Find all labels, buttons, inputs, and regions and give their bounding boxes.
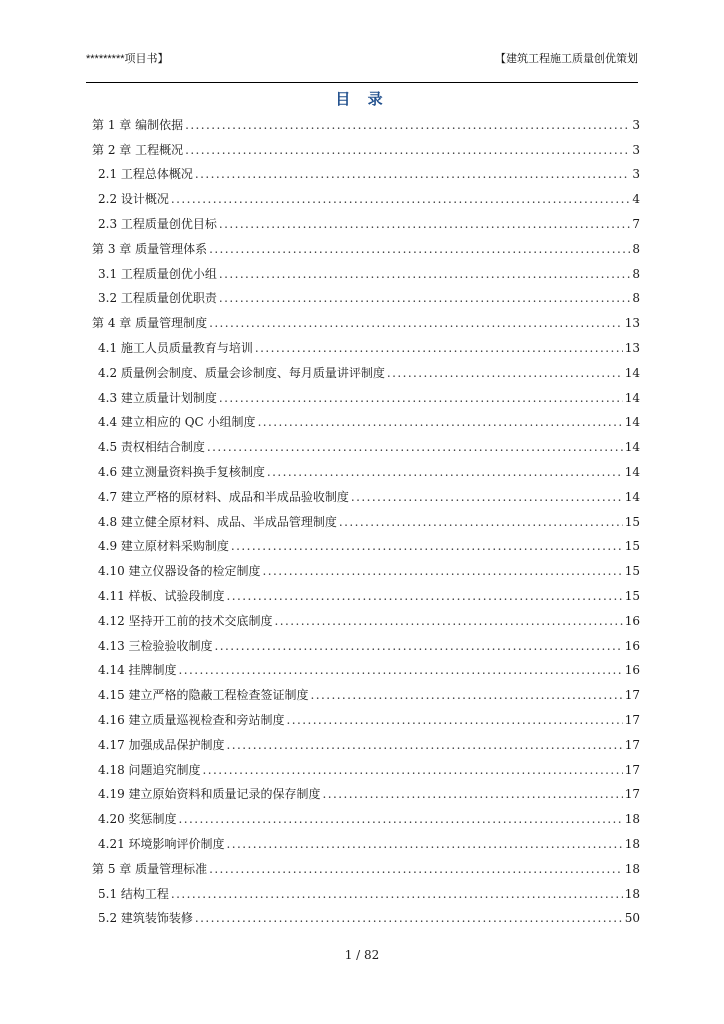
toc-entry[interactable] <box>92 852 640 877</box>
toc-entry[interactable] <box>92 802 640 827</box>
toc-entry-page: 15 <box>624 539 640 554</box>
toc-entry-label: 4.13 三检验验收制度 <box>98 638 213 653</box>
header-rule <box>86 82 638 83</box>
toc-entry[interactable] <box>92 554 640 579</box>
toc-leader-dots <box>227 588 623 604</box>
toc-entry-page: 8 <box>632 266 640 281</box>
toc-entry-page: 7 <box>632 216 640 231</box>
toc-leader-dots <box>227 737 623 753</box>
toc-leader-dots <box>209 861 623 877</box>
toc-entry-page: 3 <box>632 142 640 157</box>
toc-entry-label: 4.14 挂牌制度 <box>98 663 177 678</box>
toc-entry[interactable] <box>92 530 640 555</box>
toc-entry[interactable] <box>92 902 640 927</box>
toc-entry[interactable] <box>92 505 640 530</box>
toc-entry-page: 18 <box>624 812 640 827</box>
toc-entry[interactable] <box>92 778 640 803</box>
toc-entry-page: 50 <box>624 911 640 926</box>
toc-entry-page: 8 <box>632 241 640 256</box>
toc-entry-page: 16 <box>624 663 640 678</box>
toc-entry[interactable] <box>92 232 640 257</box>
toc-leader-dots <box>263 563 623 579</box>
toc-leader-dots <box>219 390 623 406</box>
toc-entry[interactable] <box>92 430 640 455</box>
toc-entry-page: 15 <box>624 588 640 603</box>
toc-entry-label: 4.12 坚持开工前的技术交底制度 <box>98 613 273 628</box>
toc-leader-dots <box>258 414 623 430</box>
toc-entry-page: 17 <box>624 688 640 703</box>
toc-entry-page: 13 <box>624 316 640 331</box>
toc-leader-dots <box>195 910 623 926</box>
toc-leader-dots <box>311 687 623 703</box>
toc-entry-page: 14 <box>624 440 640 455</box>
toc-entry-label: 4.8 建立健全原材料、成品、半成品管理制度 <box>98 514 337 529</box>
toc-entry-label: 第 4 章 质量管理制度 <box>92 316 208 331</box>
toc-leader-dots <box>179 662 623 678</box>
toc-entry-page: 17 <box>624 712 640 727</box>
toc-entry[interactable] <box>92 356 640 381</box>
toc-entry-label: 3.1 工程质量创优小组 <box>98 266 217 281</box>
toc-leader-dots <box>171 886 623 902</box>
toc-entry-page: 14 <box>624 390 640 405</box>
toc-entry[interactable] <box>92 877 640 902</box>
toc-entry-label: 第 3 章 质量管理体系 <box>92 241 208 256</box>
toc-entry[interactable] <box>92 480 640 505</box>
toc-leader-dots <box>215 638 623 654</box>
toc-entry-page: 15 <box>624 514 640 529</box>
toc-entry-page: 14 <box>624 464 640 479</box>
toc-entry[interactable] <box>92 406 640 431</box>
toc-entry-label: 4.5 责权相结合制度 <box>98 440 205 455</box>
toc-entry-page: 14 <box>624 415 640 430</box>
toc-entry[interactable] <box>92 207 640 232</box>
toc-entry-label: 4.10 建立仪器设备的检定制度 <box>98 564 261 579</box>
toc-leader-dots <box>209 241 630 257</box>
toc-entry-label: 4.3 建立质量计划制度 <box>98 390 217 405</box>
toc-entry-label: 4.18 问题追究制度 <box>98 762 201 777</box>
toc-leader-dots <box>171 191 630 207</box>
toc-leader-dots <box>203 762 623 778</box>
toc-entry-label: 4.16 建立质量巡视检查和旁站制度 <box>98 712 285 727</box>
toc-leader-dots <box>231 538 623 554</box>
toc-leader-dots <box>219 266 630 282</box>
toc-entry[interactable] <box>92 629 640 654</box>
toc-entry-page: 18 <box>624 886 640 901</box>
toc-leader-dots <box>339 514 623 530</box>
toc-entry[interactable] <box>92 753 640 778</box>
toc-entry-label: 4.11 样板、试验段制度 <box>98 588 225 603</box>
toc-entry[interactable] <box>92 133 640 158</box>
toc-entry-label: 2.1 工程总体概况 <box>98 167 193 182</box>
toc-leader-dots <box>351 489 623 505</box>
toc-entry-label: 2.2 设计概况 <box>98 192 169 207</box>
toc-entry-page: 15 <box>624 564 640 579</box>
toc-entry-page: 13 <box>624 340 640 355</box>
toc-entry[interactable] <box>92 282 640 307</box>
toc-entry[interactable] <box>92 306 640 331</box>
toc-entry-label: 4.9 建立原材料采购制度 <box>98 539 229 554</box>
toc-title: 目 录 <box>335 90 389 108</box>
toc-entry[interactable] <box>92 654 640 679</box>
toc-entry-label: 4.15 建立严格的隐蔽工程检查签证制度 <box>98 688 309 703</box>
toc-leader-dots <box>219 290 630 306</box>
toc-entry-label: 4.1 施工人员质量教育与培训 <box>98 340 253 355</box>
toc-entry-label: 4.2 质量例会制度、质量会诊制度、每月质量讲评制度 <box>98 365 385 380</box>
toc-entry-page: 3 <box>632 117 640 132</box>
toc-leader-dots <box>287 712 623 728</box>
toc-entry[interactable] <box>92 604 640 629</box>
toc-entry-page: 16 <box>624 613 640 628</box>
toc-leader-dots <box>185 117 630 133</box>
toc-leader-dots <box>185 142 630 158</box>
toc-entry-label: 3.2 工程质量创优职责 <box>98 291 217 306</box>
toc-entry[interactable] <box>92 331 640 356</box>
header-document-title: 【建筑工程施工质量创优策划 <box>495 53 638 65</box>
toc-entry-page: 17 <box>624 737 640 752</box>
toc-entry-page: 16 <box>624 638 640 653</box>
toc-entry-page: 17 <box>624 762 640 777</box>
toc-leader-dots <box>207 439 623 455</box>
toc-leader-dots <box>227 836 623 852</box>
toc-entry[interactable] <box>92 257 640 282</box>
toc-leader-dots <box>323 786 623 802</box>
toc-entry-page: 3 <box>632 167 640 182</box>
toc-entry-label: 第 2 章 工程概况 <box>92 142 184 157</box>
toc-entry-page: 17 <box>624 787 640 802</box>
toc-entry[interactable] <box>92 455 640 480</box>
toc-leader-dots <box>195 166 630 182</box>
toc-entry[interactable] <box>92 158 640 183</box>
toc-entry[interactable] <box>92 728 640 753</box>
header-project-title: *********项目书】 <box>86 53 169 65</box>
toc-entry-page: 18 <box>624 861 640 876</box>
toc-entry-label: 4.20 奖惩制度 <box>98 812 177 827</box>
toc-entry[interactable] <box>92 703 640 728</box>
toc-entry-label: 4.21 环境影响评价制度 <box>98 836 225 851</box>
toc-entry[interactable] <box>92 182 640 207</box>
toc-entry-label: 5.1 结构工程 <box>98 886 169 901</box>
page-number: 1 / 82 <box>344 948 380 962</box>
toc-leader-dots <box>275 613 623 629</box>
toc-entry-label: 4.17 加强成品保护制度 <box>98 737 225 752</box>
toc-entry-label: 第 5 章 质量管理标准 <box>92 861 208 876</box>
toc-leader-dots <box>179 811 623 827</box>
toc-entry[interactable] <box>92 108 640 133</box>
toc-entry-label: 4.6 建立测量资料换手复核制度 <box>98 464 265 479</box>
toc-leader-dots <box>267 464 623 480</box>
toc-entry-label: 5.2 建筑装饰装修 <box>98 911 193 926</box>
toc-leader-dots <box>219 216 630 232</box>
toc-entry[interactable] <box>92 678 640 703</box>
toc-entry-label: 4.7 建立严格的原材料、成品和半成品验收制度 <box>98 489 349 504</box>
toc-entry[interactable] <box>92 579 640 604</box>
toc-entry[interactable] <box>92 827 640 852</box>
toc-entry-page: 8 <box>632 291 640 306</box>
toc-entry-label: 4.4 建立相应的 QC 小组制度 <box>98 415 256 430</box>
table-of-contents <box>92 108 640 926</box>
toc-entry-page: 4 <box>632 192 640 207</box>
toc-leader-dots <box>387 365 623 381</box>
toc-entry-page: 18 <box>624 836 640 851</box>
toc-leader-dots <box>255 340 623 356</box>
toc-entry-page: 14 <box>624 489 640 504</box>
toc-entry-label: 2.3 工程质量创优目标 <box>98 216 217 231</box>
toc-entry[interactable] <box>92 381 640 406</box>
toc-entry-label: 4.19 建立原始资料和质量记录的保存制度 <box>98 787 321 802</box>
toc-entry-label: 第 1 章 编制依据 <box>92 117 184 132</box>
toc-entry-page: 14 <box>624 365 640 380</box>
toc-leader-dots <box>209 315 623 331</box>
